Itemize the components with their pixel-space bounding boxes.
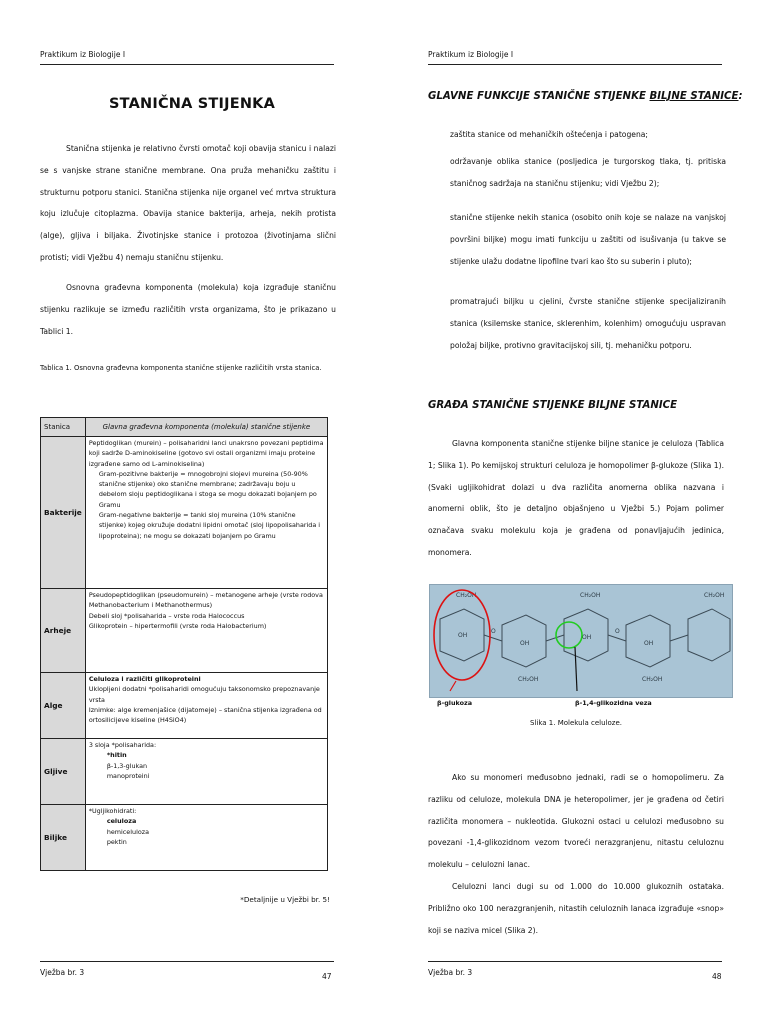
column-header: Glavna građevna komponenta (molekula) stanične stijenke — [85, 418, 327, 437]
cellulose-paragraph: Glavna komponenta stanične stijenke biljne stanice je celuloza (Tablica 1; Slika 1). Po kemijskoj strukturi celuloza je homopolimer β-glukoze (Slika 1). (Svaki ugljikohidrat dolazi u dva različita anomerna oblika nazvana i anomerni oblik, što je detaljno objašnjeno u Vježbi 5.) Pojam polimer označava svaku molekulu koja je građena od ponavljajućih jedinica, monomera. — [428, 439, 724, 557]
beta-glucose-label: β-glukoza — [437, 699, 473, 707]
table-row — [41, 805, 328, 871]
table-header-row — [41, 418, 328, 437]
footnote: *Detaljnije u Vježbi br. 5! — [240, 895, 330, 904]
row-name: Biljke — [41, 805, 86, 871]
row-line: β-1,3-glukan — [106, 761, 148, 770]
right-page — [384, 0, 768, 1024]
row-line: Gram-pozitivne bakterije = mnogobrojni slojevi mureina (50-90% stanične stijenke) oko stanične membrane; zadržavaju boju u debelom sloju peptidoglikana i stoga se mogu dokazati bojanjem po Gramu — [98, 469, 317, 509]
table-row — [41, 589, 328, 673]
row-line: Iznimke: alge kremenjašice (dijatomeje) – stanična stijenka izgrađena od ortosilicijeve kiseline (H4SiO4) — [88, 705, 322, 725]
atom-label: CH₂OH — [456, 592, 477, 599]
bond-highlight-circle — [556, 622, 582, 648]
row-name: Bakterije — [41, 437, 86, 589]
column-header: Stanica — [41, 418, 86, 437]
cellulose-diagram — [429, 584, 733, 698]
row-line: hemiceluloza — [106, 827, 150, 836]
row-name: Arheje — [41, 589, 86, 673]
glycosidic-bond — [608, 635, 626, 641]
function-item: održavanje oblika stanice (posljedica je turgorskog tlaka, tj. pritiska staničnog sadržaja na staničnu stijenku; vidi Vježbu 2); — [450, 157, 726, 188]
row-name: Gljive — [41, 739, 86, 805]
header-rule — [40, 64, 334, 65]
row-line: *hitin — [106, 751, 127, 760]
heading-part: : — [738, 91, 743, 102]
page-number: 48 — [712, 972, 722, 981]
glucose-ring — [688, 609, 730, 661]
footer-exercise: Vježba br. 3 — [40, 968, 85, 977]
structure-heading: GRAĐA STANIČNE STIJENKE BILJNE STANICE — [428, 400, 678, 411]
atom-labels — [456, 592, 724, 683]
row-description — [85, 673, 327, 739]
table-row — [41, 673, 328, 739]
row-line: Gram-negativne bakterije = tanki sloj mureina (10% stanične stijenke) kojeg okružuje dodatni lipidni omotač (sloj lipopolisaharida i lipoproteina); ne mogu se dokazati bojanjem po Gramu — [98, 511, 321, 540]
atom-label: OH — [520, 640, 530, 647]
intro-paragraph: Stanična stijenka je relativno čvrsti omotač koji obavija stanicu i nalazi se s vanjske strane stanične membrane. Ona pruža mehaničku zaštitu i strukturnu potporu stanici. Stanična stijenka nije organel već mrtva struktura koju izlučuje citoplazma. Obavija stanice bakterija, arheja, nekih protista (alge), gljiva i biljaka. Životinjske stanice i protozoa (životinjama slični protisti; vidi Vježbu 4) nemaju staničnu stijenku. — [40, 144, 336, 262]
footer-exercise: Vježba br. 3 — [428, 968, 473, 977]
cellulose-chain-drawing — [430, 585, 734, 699]
bond-pointer — [575, 647, 577, 691]
header-rule — [428, 64, 722, 65]
row-line: Debeli sloj *polisaharida – vrste roda Halococcus — [88, 611, 245, 620]
row-line: Ukloplјeni dodatni *polisaharidi omogućuju taksonomsko prepoznavanje vrsta — [88, 685, 320, 704]
page-title: STANIČNA STIJENKA — [108, 96, 276, 112]
row-line: 3 sloja *polisaharida: — [88, 741, 157, 749]
running-header: Praktikum iz Biologije I — [428, 50, 514, 59]
glycosidic-bond — [670, 635, 688, 641]
row-line: Glikoprotein – hipertermofili (vrste roda Halobacterium) — [88, 621, 267, 630]
atom-label: CH₂OH — [704, 592, 725, 599]
row-description — [85, 589, 327, 673]
cell-wall-table — [40, 417, 328, 871]
atom-label: O — [491, 628, 496, 635]
row-description — [85, 805, 327, 871]
row-line: *Ugljikohidrati: — [88, 807, 137, 815]
function-item: promatrajući biljku u cjelini, čvrste stanične stijenke specijaliziranih stanica (ksilemske stanice, sklerenhim, kolenhim) omogućuju uspravan položaj biljke, protivno gravitacijskoj sili, tj. mehaničku potporu. — [450, 297, 726, 350]
row-line: celuloza — [106, 817, 137, 826]
row-line: pektin — [106, 837, 127, 846]
heading-part: BILJNE STANICE — [649, 91, 739, 102]
function-item: zaštita stanice od mehaničkih oštećenja i patogena; — [450, 130, 648, 139]
row-line: manoproteini — [106, 771, 150, 780]
atom-label: CH₂OH — [580, 592, 601, 599]
row-description — [85, 739, 327, 805]
atom-label: OH — [644, 640, 654, 647]
row-description — [85, 437, 327, 589]
functions-heading — [428, 91, 743, 102]
row-line: Celuloza i različiti glikoproteini — [88, 675, 201, 683]
row-name: Alge — [41, 673, 86, 739]
second-paragraph: Osnovna građevna komponenta (molekula) koja izgrađuje staničnu stijenku razlikuje se između različitih vrsta organizama, što je prikazano u Tablici 1. — [40, 283, 336, 336]
atom-label: OH — [582, 634, 592, 641]
glycosidic-bond — [546, 635, 564, 641]
table-row — [41, 437, 328, 589]
table-row — [41, 739, 328, 805]
running-header: Praktikum iz Biologije I — [40, 50, 126, 59]
function-item: stanične stijenke nekih stanica (osobito onih koje se nalaze na vanjskoj površini biljke) mogu imati funkciju u zaštiti od isušivanja (u takve se stijenke ulažu dodatne lipofilne tvari kao što su suberin i pluto); — [450, 213, 726, 266]
atom-label: OH — [458, 632, 468, 639]
figure-caption: Slika 1. Molekula celuloze. — [530, 719, 622, 727]
glucose-pointer — [450, 681, 456, 691]
glycosidic-bond-label: β-1,4-glikozidna veza — [575, 699, 652, 707]
table-caption: Tablica 1. Osnovna građevna komponenta stanične stijenke različitih vrsta stanica. — [40, 364, 322, 372]
heading-part: GLAVNE FUNKCIJE STANIČNE STIJENKE — [428, 91, 650, 102]
atom-label: CH₂OH — [518, 676, 539, 683]
row-line: Pseudopeptidoglikan (pseudomurein) – metanogene arheje (vrste rodova Methanobacterium i Methanothermus) — [88, 591, 323, 610]
footer-rule — [40, 961, 334, 962]
micel-paragraph: Celulozni lanci dugi su od 1.000 do 10.000 glukoznih ostataka. Približno oko 100 nerazgranjenih, nitastih celuloznih lanaca izgrađuje «snop» koji se naziva micel (Slika 2). — [428, 882, 724, 935]
atom-label: O — [615, 628, 620, 635]
page-number: 47 — [322, 972, 332, 981]
footer-rule — [428, 961, 722, 962]
homopolymer-paragraph: Ako su monomeri međusobno jednaki, radi se o homopolimeru. Za razliku od celuloze, molekula DNA je heteropolimer, jer je građena od četiri različita monomera – nukleotida. Glukozni ostaci u celulozi međusobno su povezani -1,4-glikozidnom vezom tvoreći nerazgranjenu, nitastu celuloznu molekulu – celulozni lanac. — [428, 773, 724, 870]
glycosidic-bond — [484, 635, 502, 641]
atom-label: CH₂OH — [642, 676, 663, 683]
row-line: Peptidoglikan (murein) – polisaharidni lanci unakrsno povezani peptidima koji sadrže D-aminokiseline (gotovo svi ostali organizmi imaju proteine izgrađene samo od L-aminokiselina) — [88, 439, 324, 468]
